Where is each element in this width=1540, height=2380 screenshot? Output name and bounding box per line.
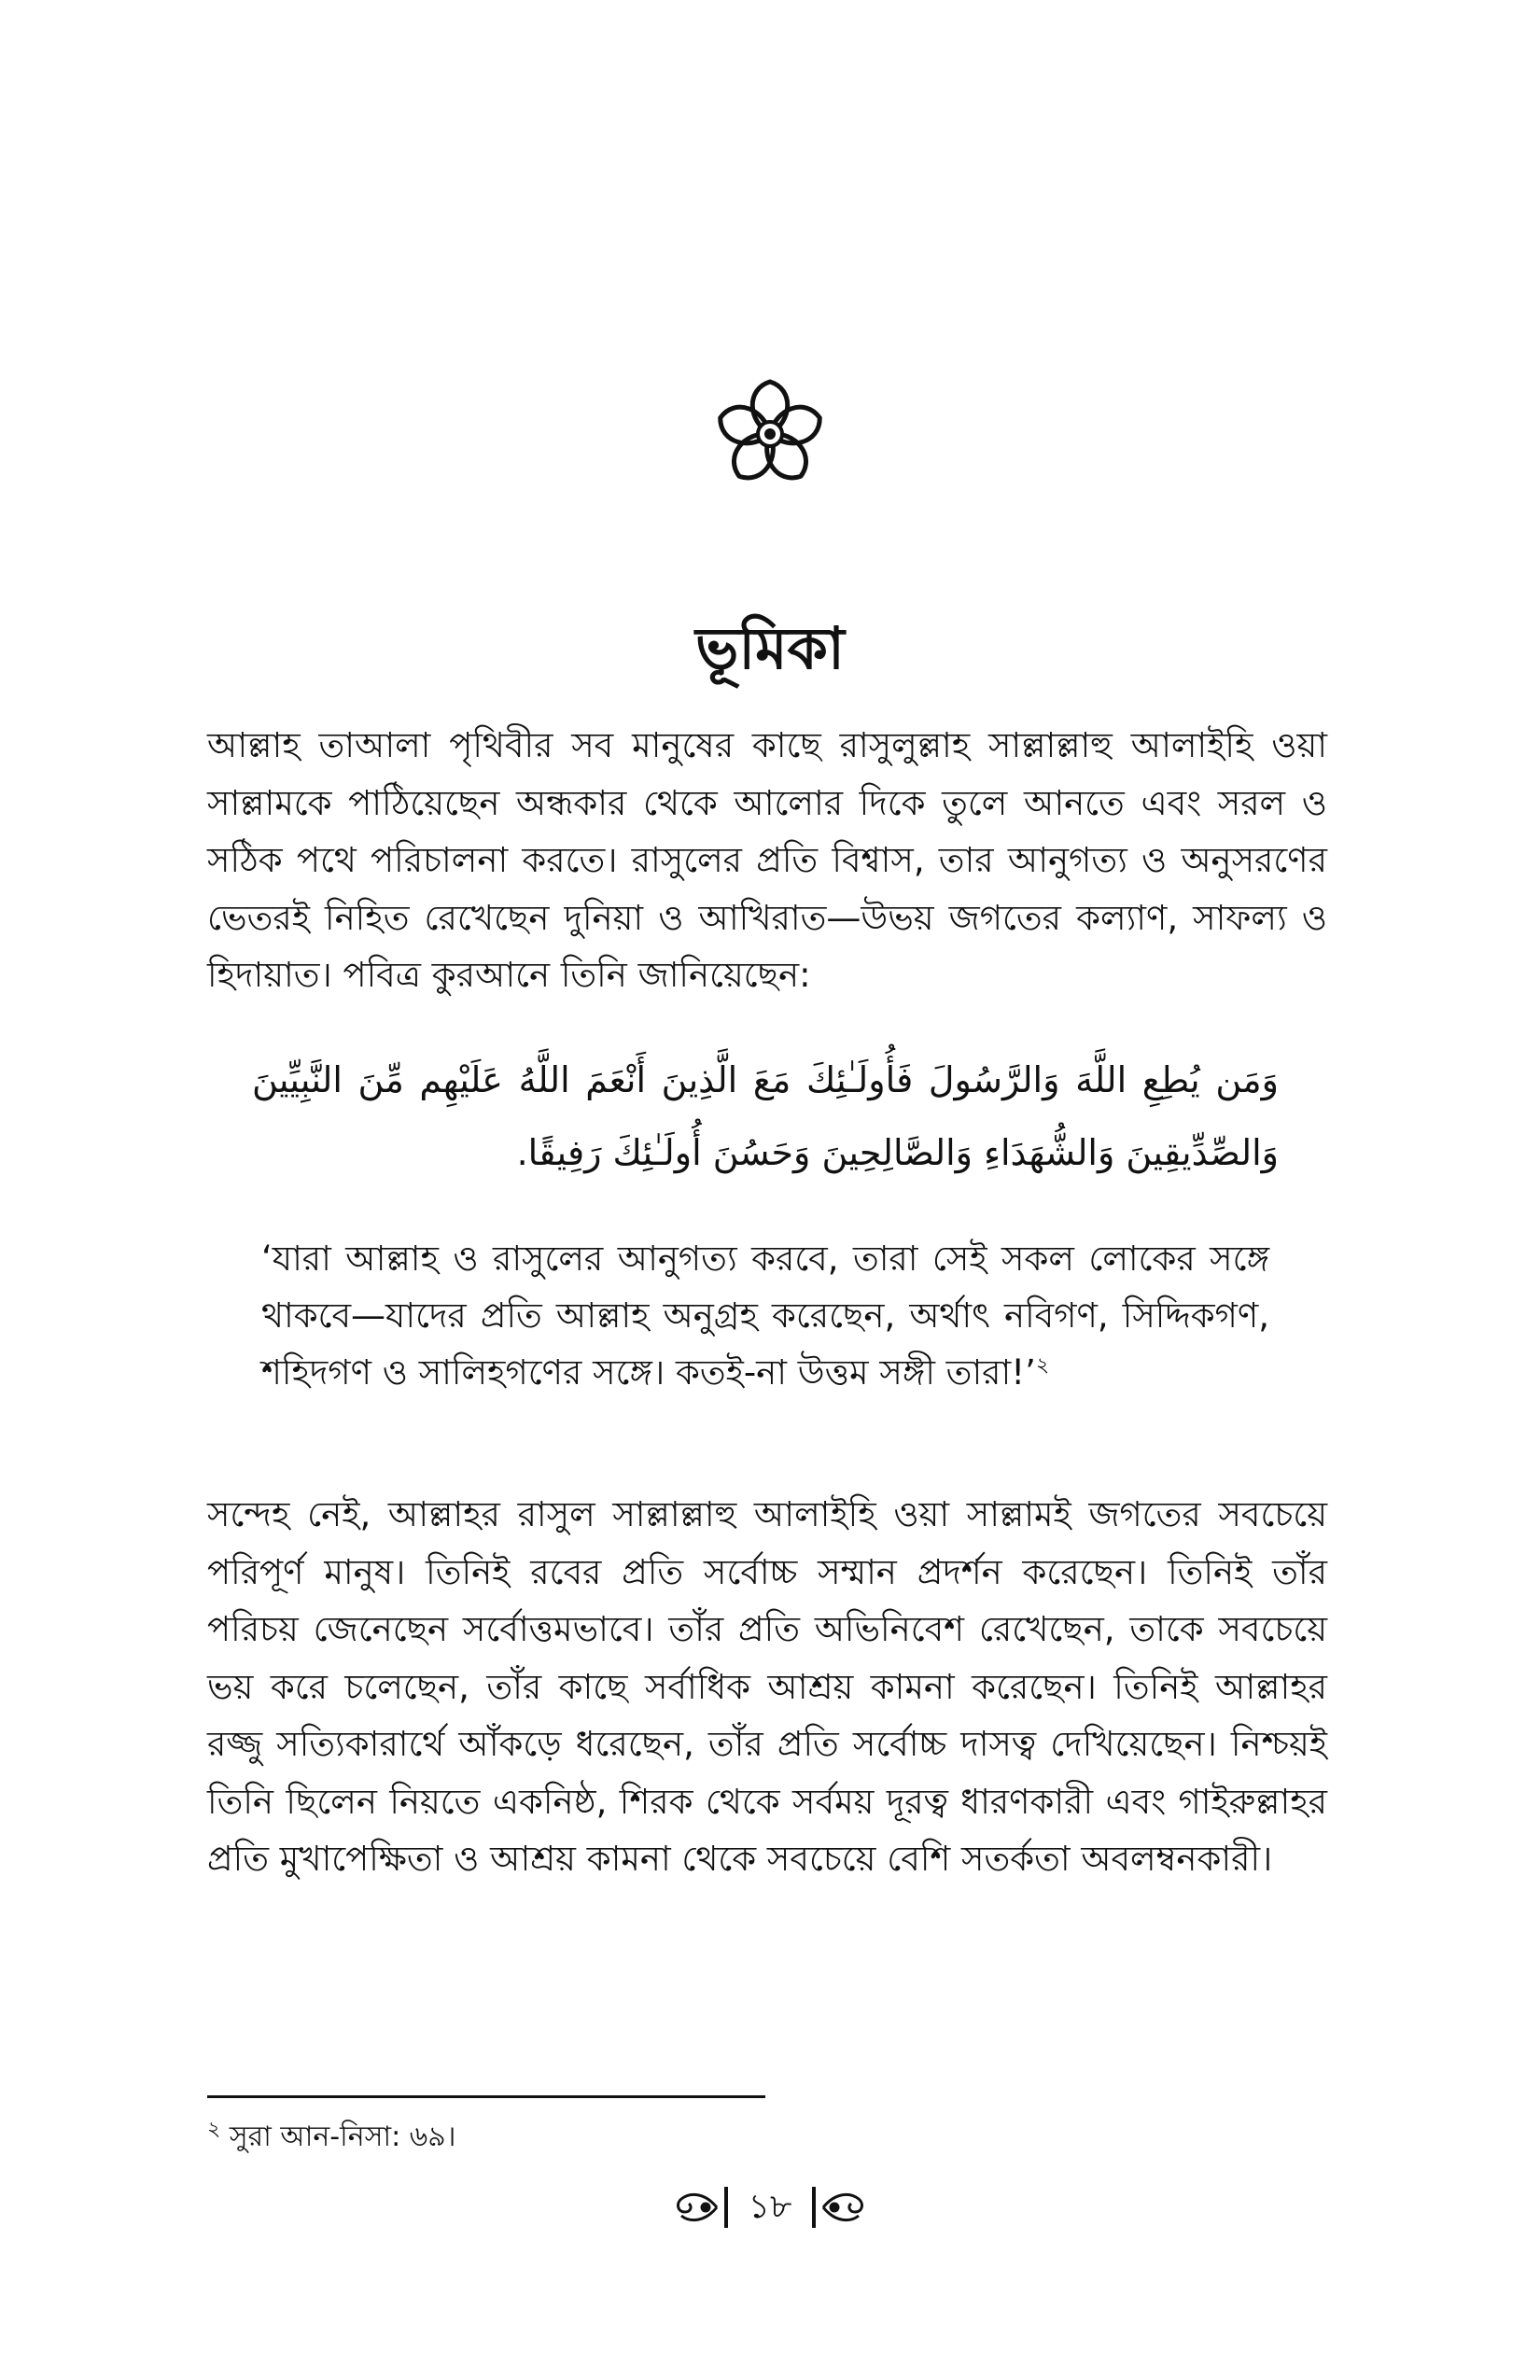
- page-number-block: [0, 2179, 1540, 2235]
- footnote: [207, 2119, 455, 2156]
- body-paragraph: সন্দেহ নেই, আল্লাহর রাসুল সাল্লাল্লাহু আলাইহি ওয়া সাল্লামই জগতের সবচেয়ে পরিপূর্ণ মানুষ। তিনিই রবের প্রতি সর্বোচ্চ সম্মান প্রদর্শন করেছেন। তিনিই তাঁর পরিচয় জেনেছেন সর্বোত্তমভাবে। তাঁর প্রতি অভিনিবেশ রেখেছেন, তাকে সবচেয়ে ভয় করে চলেছেন, তাঁর কাছে সর্বাধিক আশ্রয় কামনা করেছেন। তিনিই আল্লাহর রজ্জু সত্যিকারার্থে আঁকড়ে ধরেছেন, তাঁর প্রতি সর্বোচ্চ দাসত্ব দেখিয়েছেন। নিশ্চয়ই তিনি ছিলেন নিয়তে একনিষ্ঠ, শিরক থেকে সর্বময় দূরত্ব ধারণকারী এবং গাইরুল্লাহর প্রতি মুখাপেক্ষিতা ও আশ্রয় কামনা থেকে সবচেয়ে বেশি সতর্কতা অবলম্বনকারী।: [207, 1494, 1328, 1879]
- footnote-reference[interactable]: ২: [1035, 1353, 1050, 1378]
- right-page-ornament-icon: [819, 2184, 872, 2231]
- page-number-bar-right: [812, 2187, 816, 2228]
- page-title: ভূমিকা: [695, 614, 845, 682]
- intro-paragraph: আল্লাহ তাআলা পৃথিবীর সব মানুষের কাছে রাসুলুল্লাহ সাল্লাল্লাহু আলাইহি ওয়া সাল্লামকে পাঠিয়েছেন অন্ধকার থেকে আলোর দিকে তুলে আনতে এবং সরল ও সঠিক পথে পরিচালনা করতে। রাসুলের প্রতি বিশ্বাস, তার আনুগত্য ও অনুসরণের ভেতরই নিহিত রেখেছেন দুনিয়া ও আখিরাত—উভয় জগতের কল্যাণ, সাফল্য ও হিদায়াত। পবিত্র কুরআনে তিনি জানিয়েছেন:: [207, 725, 1327, 995]
- footnote-marker: ২: [207, 2118, 221, 2141]
- page-number: ১৮: [748, 2188, 792, 2226]
- footnote-divider: [207, 2095, 765, 2098]
- left-page-ornament-icon: [668, 2184, 721, 2231]
- verse-translation-text: ‘যারা আল্লাহ ও রাসুলের আনুগত্য করবে, তারা সেই সকল লোকের সঙ্গে থাকবে—যাদের প্রতি আল্লাহ অনুগ্রহ করেছেন, অর্থাৎ নবিগণ, সিদ্দিকগণ, শহিদগণ ও সালিহগণের সঙ্গে। কতই-না উত্তম সঙ্গী তারা!’: [261, 1239, 1269, 1393]
- flower-ornament-icon: [705, 369, 835, 499]
- page-number-bar-left: [724, 2187, 728, 2228]
- arabic-verse: وَمَن يُطِعِ اللَّهَ وَالرَّسُولَ فَأُولَـٰئِكَ مَعَ الَّذِينَ أَنْعَمَ اللَّهُ عَلَيْهِم مِّنَ النَّبِيِّينَ وَالصِّدِّيقِينَ وَالشُّهَدَاءِ وَالصَّالِحِينَ وَحَسُنَ أُولَـٰئِكَ رَفِيقًا.: [252, 1059, 1279, 1173]
- verse-translation: [261, 1230, 1269, 1401]
- footnote-text: সুরা আন-নিসা: ৬৯।: [220, 2121, 456, 2153]
